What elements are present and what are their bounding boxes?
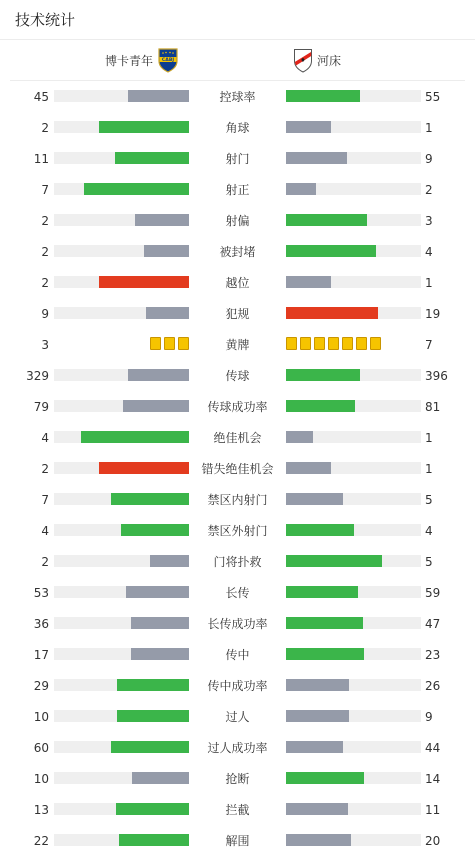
- away-bar-fill: [286, 431, 313, 443]
- away-stat-value: 1: [425, 121, 433, 135]
- away-stat-value: 55: [425, 90, 441, 104]
- home-bar-track: [54, 834, 189, 846]
- home-bar-track: [54, 152, 189, 164]
- away-bar-track: [286, 400, 421, 412]
- away-bar-fill: [286, 152, 347, 164]
- stat-row: [0, 422, 475, 453]
- away-bar-track: [286, 245, 421, 257]
- home-bar-fill: [99, 121, 189, 133]
- yellow-card-icon: [342, 337, 353, 350]
- stat-row: [0, 639, 475, 670]
- stat-label: 绝佳机会: [213, 431, 262, 445]
- away-stat-value: 5: [425, 493, 433, 507]
- away-bar-fill: [286, 276, 331, 288]
- home-stat-value: 2: [41, 121, 49, 135]
- home-stat-value: 3: [41, 338, 49, 352]
- stats-list: [0, 81, 475, 856]
- away-stat-value: 47: [425, 617, 441, 631]
- home-bar-fill: [121, 524, 189, 536]
- home-bar-track: [54, 679, 189, 691]
- stat-label: 角球: [225, 121, 250, 135]
- stat-label: 传球: [225, 369, 250, 383]
- stat-row: [0, 763, 475, 794]
- home-bar-fill: [146, 307, 189, 319]
- home-bar-track: [54, 121, 189, 133]
- away-stat-value: 5: [425, 555, 433, 569]
- home-bar-track: [54, 710, 189, 722]
- away-bar-fill: [286, 462, 331, 474]
- stat-label: 犯规: [225, 307, 250, 321]
- home-bar-fill: [128, 369, 189, 381]
- away-bar-fill: [286, 586, 358, 598]
- home-bar-track: [54, 772, 189, 784]
- stat-row: [0, 81, 475, 112]
- yellow-card-icon: [178, 337, 189, 350]
- away-bar-track: [286, 183, 421, 195]
- away-bar-track: [286, 369, 421, 381]
- away-stat-value: 23: [425, 648, 441, 662]
- away-stat-value: 396: [425, 369, 448, 383]
- away-stat-value: 11: [425, 803, 441, 817]
- home-stat-value: 36: [33, 617, 49, 631]
- away-bar-fill: [286, 369, 360, 381]
- stat-row: [0, 825, 475, 856]
- home-stat-value: 7: [41, 493, 49, 507]
- stat-label: 门将扑救: [213, 555, 262, 569]
- away-bar-track: [286, 276, 421, 288]
- home-stat-value: 2: [41, 276, 49, 290]
- home-bar-fill: [123, 400, 189, 412]
- away-bar-track: [286, 90, 421, 102]
- away-bar-fill: [286, 710, 349, 722]
- home-bar-track: [54, 493, 189, 505]
- home-yellow-cards: [150, 337, 189, 350]
- away-team[interactable]: [293, 40, 345, 80]
- home-bar-fill: [150, 555, 189, 567]
- home-stat-value: 13: [33, 803, 49, 817]
- home-bar-fill: [128, 90, 189, 102]
- away-bar-track: [286, 524, 421, 536]
- home-bar-fill: [115, 152, 189, 164]
- home-bar-track: [54, 369, 189, 381]
- away-bar-track: [286, 679, 421, 691]
- yellow-card-icon: [164, 337, 175, 350]
- away-bar-fill: [286, 245, 376, 257]
- home-bar-track: [54, 648, 189, 660]
- home-stat-value: 4: [41, 431, 49, 445]
- home-bar-fill: [99, 276, 189, 288]
- home-stat-value: 2: [41, 214, 49, 228]
- home-bar-track: [54, 803, 189, 815]
- home-bar-track: [54, 276, 189, 288]
- away-bar-fill: [286, 121, 331, 133]
- away-bar-track: [286, 617, 421, 629]
- away-stat-value: 4: [425, 245, 433, 259]
- stat-row: [0, 360, 475, 391]
- stat-label: 被封堵: [219, 245, 256, 259]
- away-stat-value: 9: [425, 152, 433, 166]
- yellow-card-icon: [300, 337, 311, 350]
- away-bar-track: [286, 462, 421, 474]
- stat-row: [0, 453, 475, 484]
- home-bar-fill: [132, 772, 189, 784]
- stat-label: 射门: [225, 152, 250, 166]
- stat-row: [0, 267, 475, 298]
- home-stat-value: 17: [33, 648, 49, 662]
- away-stat-value: 2: [425, 183, 433, 197]
- away-bar-fill: [286, 214, 367, 226]
- page-title: 技术统计: [15, 11, 76, 29]
- stat-row: [0, 143, 475, 174]
- home-stat-value: 45: [33, 90, 49, 104]
- home-bar-fill: [131, 617, 189, 629]
- away-bar-track: [286, 307, 421, 319]
- stat-row: [0, 546, 475, 577]
- home-bar-track: [54, 555, 189, 567]
- home-stat-value: 2: [41, 462, 49, 476]
- stat-label: 长传成功率: [207, 617, 268, 631]
- home-bar-track: [54, 400, 189, 412]
- home-stat-value: 7: [41, 183, 49, 197]
- home-bar-track: [54, 214, 189, 226]
- away-bar-fill: [286, 400, 355, 412]
- home-stat-value: 329: [26, 369, 49, 383]
- yellow-card-icon: [314, 337, 325, 350]
- away-bar-track: [286, 803, 421, 815]
- home-stat-value: 79: [33, 400, 49, 414]
- yellow-card-icon: [286, 337, 297, 350]
- yellow-card-icon: [150, 337, 161, 350]
- stat-row: [0, 236, 475, 267]
- home-bar-fill: [135, 214, 189, 226]
- home-bar-fill: [117, 710, 189, 722]
- away-bar-fill: [286, 617, 363, 629]
- away-stat-value: 20: [425, 834, 441, 848]
- away-bar-track: [286, 493, 421, 505]
- away-bar-track: [286, 586, 421, 598]
- home-stat-value: 11: [33, 152, 49, 166]
- home-team-name: 博卡青年: [104, 53, 153, 68]
- away-stat-value: 14: [425, 772, 441, 786]
- away-stat-value: 1: [425, 276, 433, 290]
- away-stat-value: 81: [425, 400, 441, 414]
- away-stat-value: 7: [425, 338, 433, 352]
- away-bar-track: [286, 772, 421, 784]
- teams-row: [10, 40, 465, 81]
- home-stat-value: 2: [41, 555, 49, 569]
- home-bar-track: [54, 617, 189, 629]
- boca-juniors-crest-icon: [157, 47, 179, 73]
- home-bar-fill: [99, 462, 189, 474]
- stat-label: 传中成功率: [207, 679, 268, 693]
- away-bar-track: [286, 431, 421, 443]
- away-bar-track: [286, 741, 421, 753]
- yellow-card-icon: [370, 337, 381, 350]
- stat-row: [0, 391, 475, 422]
- away-bar-track: [286, 648, 421, 660]
- home-bar-track: [54, 586, 189, 598]
- stat-label: 禁区内射门: [207, 493, 268, 507]
- home-stat-value: 2: [41, 245, 49, 259]
- stat-row: [0, 701, 475, 732]
- away-stat-value: 1: [425, 431, 433, 445]
- stat-label: 抢断: [225, 772, 250, 786]
- home-bar-fill: [116, 803, 189, 815]
- stat-row: [0, 794, 475, 825]
- away-bar-track: [286, 555, 421, 567]
- away-bar-track: [286, 710, 421, 722]
- stats-header: [0, 0, 475, 40]
- away-stat-value: 59: [425, 586, 441, 600]
- stat-row: [0, 329, 475, 360]
- away-bar-track: [286, 152, 421, 164]
- away-bar-fill: [286, 524, 354, 536]
- stat-label: 射偏: [225, 214, 250, 228]
- away-bar-fill: [286, 679, 349, 691]
- away-team-name: 河床: [317, 53, 342, 68]
- stat-label: 控球率: [219, 90, 256, 104]
- away-bar-fill: [286, 307, 378, 319]
- home-bar-fill: [119, 834, 189, 846]
- stat-label: 传球成功率: [207, 400, 268, 414]
- away-stat-value: 9: [425, 710, 433, 724]
- away-bar-track: [286, 121, 421, 133]
- away-stat-value: 44: [425, 741, 441, 755]
- boca-badge-text: CABJ: [161, 58, 175, 63]
- home-stat-value: 60: [33, 741, 49, 755]
- away-bar-track: [286, 214, 421, 226]
- away-bar-fill: [286, 183, 316, 195]
- stat-row: [0, 298, 475, 329]
- stat-row: [0, 670, 475, 701]
- home-bar-track: [54, 462, 189, 474]
- home-bar-fill: [131, 648, 189, 660]
- stat-label: 黄牌: [225, 338, 250, 352]
- stat-label: 过人: [225, 710, 250, 724]
- away-bar-fill: [286, 90, 360, 102]
- stat-label: 越位: [225, 276, 250, 290]
- stat-row: [0, 174, 475, 205]
- away-bar-fill: [286, 648, 364, 660]
- stat-label: 解围: [225, 834, 250, 848]
- home-bar-fill: [111, 741, 189, 753]
- home-stat-value: 29: [33, 679, 49, 693]
- away-stat-value: 4: [425, 524, 433, 538]
- home-stat-value: 22: [33, 834, 49, 848]
- home-bar-track: [54, 307, 189, 319]
- stat-row: [0, 205, 475, 236]
- home-team[interactable]: [101, 40, 179, 80]
- home-bar-fill: [111, 493, 189, 505]
- yellow-card-icon: [356, 337, 367, 350]
- away-bar-fill: [286, 834, 351, 846]
- home-stat-value: 53: [33, 586, 49, 600]
- stat-row: [0, 732, 475, 763]
- stat-row: [0, 112, 475, 143]
- home-bar-track: [54, 245, 189, 257]
- stat-label: 禁区外射门: [207, 524, 268, 538]
- home-stat-value: 4: [41, 524, 49, 538]
- stat-label: 长传: [225, 586, 250, 600]
- stat-label: 错失绝佳机会: [201, 462, 274, 476]
- away-bar-fill: [286, 493, 343, 505]
- stat-row: [0, 608, 475, 639]
- home-bar-fill: [84, 183, 189, 195]
- stat-label: 射正: [225, 183, 250, 197]
- home-bar-fill: [117, 679, 189, 691]
- away-bar-fill: [286, 803, 348, 815]
- stat-label: 过人成功率: [207, 741, 268, 755]
- away-bar-fill: [286, 555, 382, 567]
- away-stat-value: 3: [425, 214, 433, 228]
- away-stat-value: 1: [425, 462, 433, 476]
- stat-row: [0, 577, 475, 608]
- away-yellow-cards: [286, 337, 381, 350]
- svg-text:♦: ♦: [300, 56, 306, 64]
- home-bar-track: [54, 183, 189, 195]
- stat-row: [0, 515, 475, 546]
- home-bar-track: [54, 431, 189, 443]
- home-bar-fill: [144, 245, 189, 257]
- home-bar-track: [54, 741, 189, 753]
- away-bar-fill: [286, 741, 343, 753]
- home-bar-fill: [126, 586, 189, 598]
- home-stat-value: 10: [33, 710, 49, 724]
- home-stat-value: 10: [33, 772, 49, 786]
- stat-row: [0, 484, 475, 515]
- away-stat-value: 26: [425, 679, 441, 693]
- home-bar-fill: [81, 431, 189, 443]
- home-bar-track: [54, 524, 189, 536]
- river-plate-crest-icon: [293, 48, 313, 73]
- home-bar-track: [54, 90, 189, 102]
- stat-label: 传中: [225, 648, 250, 662]
- away-stat-value: 19: [425, 307, 441, 321]
- away-bar-fill: [286, 772, 364, 784]
- away-bar-track: [286, 834, 421, 846]
- home-stat-value: 9: [41, 307, 49, 321]
- yellow-card-icon: [328, 337, 339, 350]
- stat-label: 拦截: [225, 803, 250, 817]
